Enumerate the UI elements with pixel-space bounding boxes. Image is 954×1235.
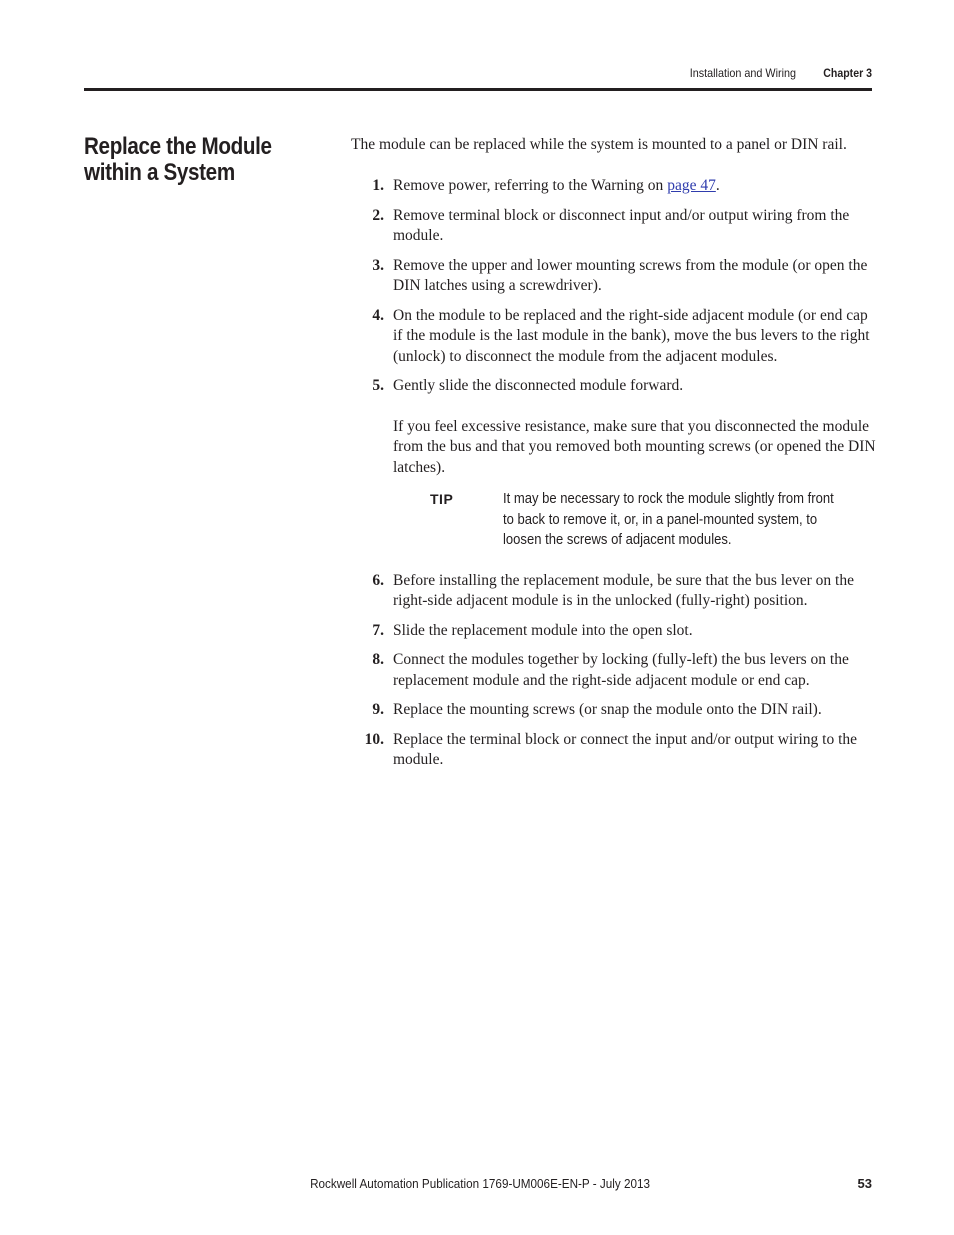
step-item bbox=[351, 306, 876, 368]
step-text: Replace the mounting screws (or snap the module onto the DIN rail). bbox=[393, 701, 822, 718]
step-text: Remove the upper and lower mounting screws from the module (or open the DIN latches using a screwdriver). bbox=[393, 256, 868, 294]
step-item bbox=[351, 376, 876, 551]
header-chapter-label: Chapter 3 bbox=[823, 66, 872, 80]
step-number: 6. bbox=[372, 571, 384, 589]
step-item bbox=[351, 730, 876, 771]
step-item bbox=[351, 256, 876, 297]
tip-text: It may be necessary to rock the module slightly from front to back to remove it, or, in a panel-mounted system, to loosen the screws of adjacent modules. bbox=[503, 491, 834, 548]
step-item bbox=[351, 206, 876, 247]
page-47-link[interactable]: page 47 bbox=[667, 177, 716, 194]
header-rule bbox=[84, 88, 872, 91]
step-text: Before installing the replacement module, be sure that the bus lever on the right-side adjacent module is in the unlocked (fully-right) position. bbox=[393, 571, 854, 609]
step-text: Remove power, referring to the Warning on bbox=[393, 177, 668, 194]
step-number: 9. bbox=[372, 701, 384, 718]
step-number: 2. bbox=[372, 206, 384, 224]
step-text: On the module to be replaced and the right-side adjacent module (or end cap if the module is the last module in the bank), move the bus levers to the right (unlock) to disconnect the module from the adjacent modules. bbox=[393, 306, 870, 365]
footer-publication: Rockwell Automation Publication 1769-UM006E-EN-P - July 2013 bbox=[310, 1176, 650, 1191]
step-number: 1. bbox=[372, 177, 384, 194]
intro-paragraph: The module can be replaced while the system is mounted to a panel or DIN rail. bbox=[351, 136, 847, 153]
step-text: Gently slide the disconnected module forward. bbox=[393, 377, 684, 394]
footer-page-number: 53 bbox=[857, 1176, 872, 1191]
step-text: Connect the modules together by locking (fully-left) the bus levers on the replacement module and the right-side adjacent module or end cap. bbox=[393, 651, 849, 689]
tip-label: TIP bbox=[430, 491, 454, 507]
step-note: If you feel excessive resistance, make sure that you disconnected the module from the bus and that you removed both mounting screws (or opened the DIN latches). bbox=[393, 417, 876, 476]
step-item bbox=[351, 650, 876, 691]
step-number: 8. bbox=[372, 651, 384, 668]
step-item bbox=[351, 176, 876, 197]
step-number: 4. bbox=[372, 306, 384, 324]
step-number: 7. bbox=[372, 621, 384, 639]
section-title: Replace the Module within a System bbox=[84, 133, 272, 186]
header-section-title: Installation and Wiring bbox=[689, 66, 796, 80]
steps-list bbox=[351, 176, 876, 780]
tip-box bbox=[393, 489, 876, 551]
step-number: 5. bbox=[372, 377, 384, 394]
step-text: Replace the terminal block or connect the input and/or output wiring to the module. bbox=[393, 730, 858, 768]
step-number: 3. bbox=[372, 256, 384, 274]
step-item bbox=[351, 700, 876, 721]
step-item bbox=[351, 621, 876, 642]
step-number: 10. bbox=[364, 730, 384, 748]
step-item bbox=[351, 571, 876, 612]
step-text: Remove terminal block or disconnect input and/or output wiring from the module. bbox=[393, 206, 850, 244]
step-text: Slide the replacement module into the open slot. bbox=[393, 621, 693, 639]
step-text-end: . bbox=[715, 177, 720, 194]
